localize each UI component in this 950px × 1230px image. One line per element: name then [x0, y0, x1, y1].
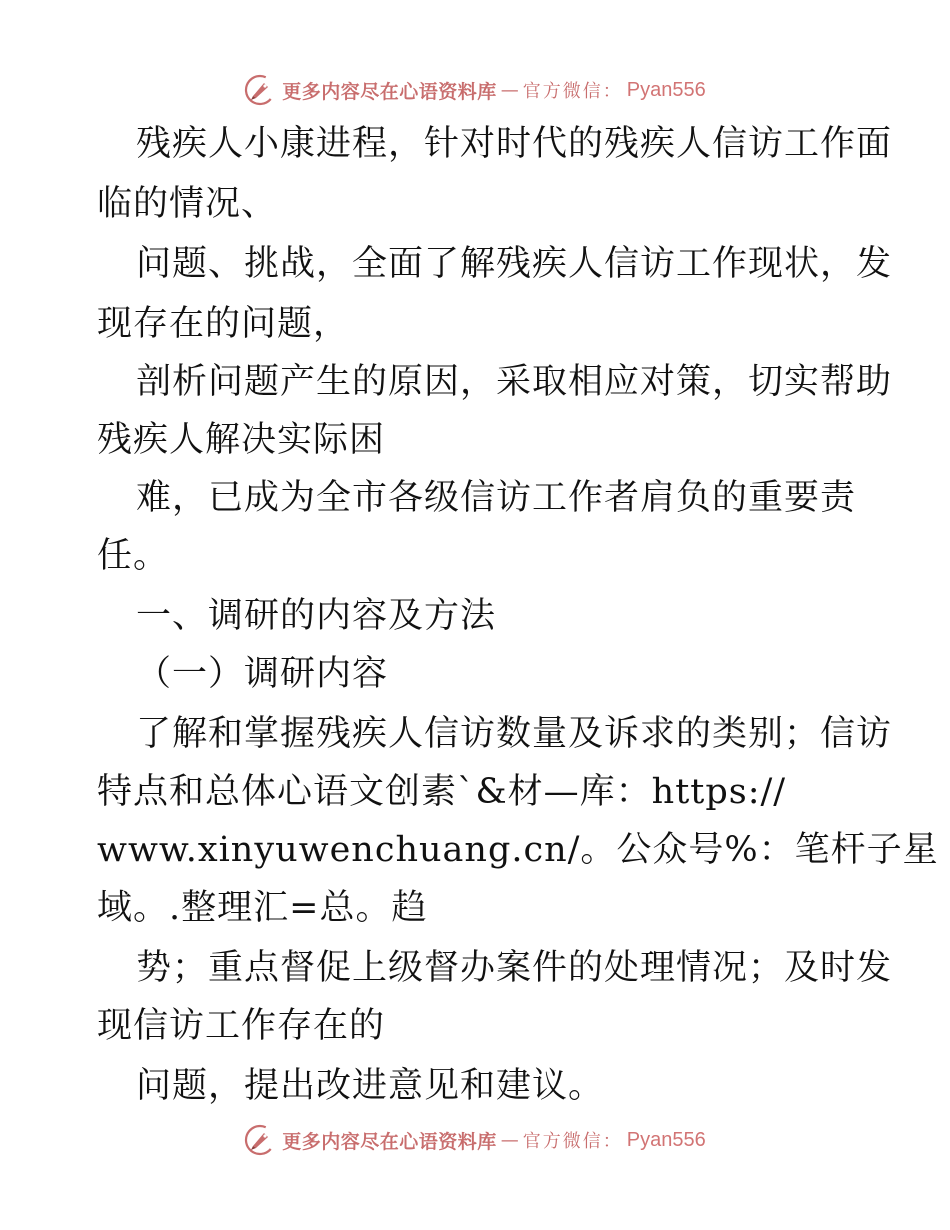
text-line: 域。.整理汇=总。趋	[97, 888, 428, 928]
text-line: 残疾人解决实际困	[97, 420, 386, 460]
watermark-id: Pyan556	[626, 78, 706, 101]
watermark-main-text: 更多内容尽在心语资料库	[282, 80, 497, 103]
footer-watermark	[0, 1118, 950, 1162]
text-line: 现存在的问题，	[97, 304, 350, 344]
text-line: 问题，提出改进意见和建议。	[136, 1066, 605, 1106]
watermark-label: 官方微信：	[522, 1131, 623, 1152]
pen-nib-logo-icon	[244, 1124, 276, 1156]
text-line: 特点和总体心语文创素`&材—库：https://	[97, 772, 787, 812]
watermark-separator: —	[500, 79, 519, 101]
text-line: 势；重点督促上级督办案件的处理情况；及时发	[136, 948, 893, 988]
text-line: 临的情况、	[97, 184, 278, 224]
text-line: 问题、挑战，全面了解残疾人信访工作现状，发	[136, 244, 893, 284]
text-line: www.xinyuwenchuang.cn/。公众号%：笔杆子星	[97, 830, 939, 870]
watermark-label: 官方微信：	[522, 81, 623, 102]
text-line: 了解和掌握残疾人信访数量及诉求的类别；信访	[136, 714, 893, 754]
section-heading: 一、调研的内容及方法	[136, 596, 497, 636]
text-line: 现信访工作存在的	[97, 1006, 386, 1046]
text-line: 剖析问题产生的原因，采取相应对策，切实帮助	[136, 362, 893, 402]
watermark-id: Pyan556	[626, 1128, 706, 1151]
pen-nib-logo-icon	[244, 74, 276, 106]
watermark-main-text: 更多内容尽在心语资料库	[282, 1130, 497, 1153]
subsection-heading: （一）调研内容	[136, 654, 389, 694]
header-watermark	[0, 68, 950, 112]
text-line: 难，已成为全市各级信访工作者肩负的重要责	[136, 478, 857, 518]
text-line: 任。	[97, 536, 170, 576]
text-line: 残疾人小康进程，针对时代的残疾人信访工作面	[136, 124, 893, 164]
watermark-separator: —	[500, 1129, 519, 1151]
